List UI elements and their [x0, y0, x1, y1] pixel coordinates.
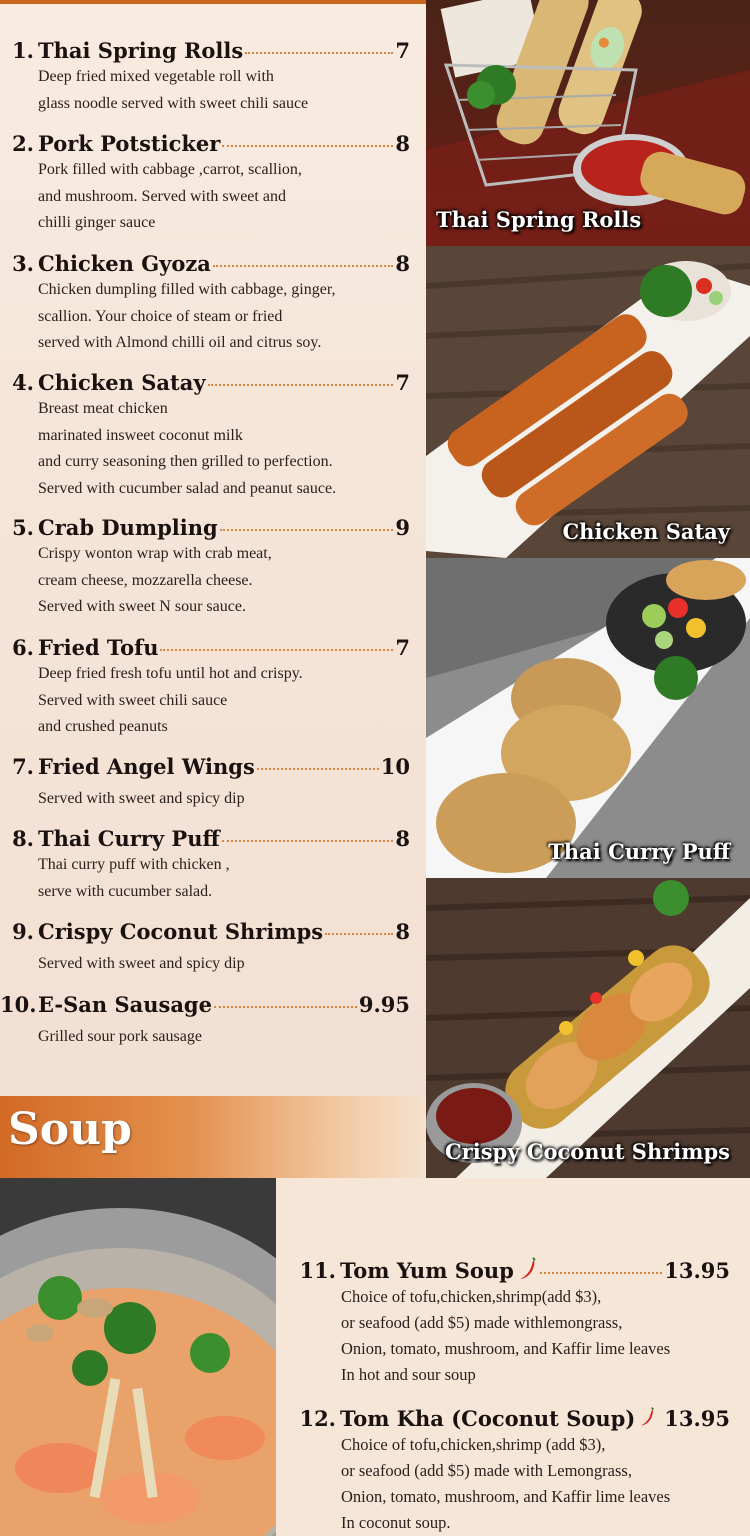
photo-thai-spring-rolls: [426, 0, 750, 246]
desc-line: or seafood (add $5) made withlemongrass,: [341, 1313, 623, 1332]
desc-line: Choice of tofu,chicken,shrimp(add $3),: [341, 1287, 602, 1306]
item-description: [0, 277, 420, 357]
dot-leader: [325, 933, 393, 935]
menu-item-thai-spring-rolls: [0, 38, 420, 117]
photo-thai-curry-puff: [426, 558, 750, 878]
item-price: 13.95: [664, 1258, 730, 1283]
item-number: 11.: [299, 1258, 336, 1283]
item-description: [0, 786, 420, 813]
item-number: 4.: [12, 370, 34, 395]
item-name: Crispy Coconut Shrimps: [38, 919, 324, 944]
item-name: Fried Tofu: [38, 635, 159, 660]
item-name: Crab Dumpling: [38, 515, 218, 540]
item-description: [0, 661, 420, 741]
item-number: 6.: [12, 635, 34, 660]
item-price: 7: [395, 635, 410, 660]
desc-line: served with Almond chilli oil and citrus soy.: [38, 334, 322, 351]
menu-item-tom-kha-soup: [290, 1402, 740, 1536]
dot-leader: [213, 265, 393, 267]
desc-line: Onion, tomato, mushroom, and Kaffir lime leaves: [341, 1487, 671, 1506]
dot-leader: [220, 529, 394, 531]
item-description: [0, 396, 420, 502]
menu-item-fried-angel-wings: [0, 754, 420, 813]
menu-item-crab-dumpling: [0, 515, 420, 621]
item-description: [290, 1284, 740, 1388]
item-number: 7.: [12, 754, 34, 779]
item-name: Tom Yum Soup: [340, 1258, 514, 1283]
desc-line: Thai curry puff with chicken ,: [38, 856, 230, 873]
item-description: [0, 541, 420, 621]
chili-pepper-icon: [518, 1257, 538, 1281]
desc-line: cream cheese, mozzarella cheese.: [38, 571, 253, 589]
desc-line: Choice of tofu,chicken,shrimp (add $3),: [341, 1435, 606, 1454]
desc-line: chilli ginger sauce: [38, 214, 156, 231]
photo-caption: Thai Curry Puff: [548, 839, 730, 864]
item-number: 12.: [299, 1406, 336, 1431]
photo-soup: [0, 1178, 276, 1536]
item-number: 1.: [12, 38, 34, 63]
item-number: 9.: [12, 919, 34, 944]
menu-item-chicken-satay: [0, 370, 420, 502]
menu-item-chicken-gyoza: [0, 251, 420, 357]
menu-item-thai-curry-puff: [0, 826, 420, 905]
item-name: Chicken Gyoza: [38, 251, 211, 276]
item-price: 9: [395, 515, 410, 540]
desc-line: Breast meat chicken: [38, 400, 168, 417]
item-price: 13.95: [664, 1406, 730, 1431]
item-description: [0, 157, 420, 237]
item-price: 10: [380, 754, 410, 779]
desc-line: or seafood (add $5) made with Lemongrass,: [341, 1461, 632, 1480]
desc-line: In hot and sour soup: [341, 1365, 476, 1384]
dot-leader: [257, 768, 379, 770]
desc-line: Deep fried mixed vegetable roll with: [38, 68, 274, 85]
item-price: 8: [395, 826, 410, 851]
desc-line: Onion, tomato, mushroom, and Kaffir lime leaves: [341, 1339, 671, 1358]
desc-line: Deep fried fresh tofu until hot and crispy.: [38, 665, 303, 682]
item-price: 7: [395, 38, 410, 63]
item-price: 7: [395, 370, 410, 395]
item-description: [290, 1432, 740, 1536]
dot-leader: [245, 52, 393, 54]
item-description: [0, 852, 420, 905]
menu-item-fried-tofu: [0, 635, 420, 741]
chili-pepper-icon: [639, 1405, 656, 1429]
item-description: [0, 1024, 420, 1051]
item-number: 10.: [0, 992, 37, 1017]
desc-line: Chicken dumpling filled with cabbage, ginger,: [38, 281, 336, 298]
item-number: 8.: [12, 826, 34, 851]
item-price: 8: [395, 131, 410, 156]
desc-line: and mushroom. Served with sweet and: [38, 187, 286, 205]
photo-caption: Thai Spring Rolls: [436, 207, 642, 232]
item-name: Pork Potsticker: [38, 131, 221, 156]
desc-line: Served with cucumber salad and peanut sauce.: [38, 479, 337, 497]
desc-line: Served with sweet N sour sauce.: [38, 598, 246, 615]
desc-line: Served with sweet and spicy dip: [38, 955, 245, 972]
desc-line: serve with cucumber salad.: [38, 882, 213, 900]
desc-line: and crushed peanuts: [38, 718, 168, 735]
photo-caption: Chicken Satay: [562, 519, 730, 544]
dot-leader: [214, 1006, 357, 1008]
item-name: Tom Kha (Coconut Soup): [340, 1406, 636, 1431]
desc-line: Served with sweet and spicy dip: [38, 790, 245, 807]
item-number: 5.: [12, 515, 34, 540]
desc-line: Crispy wonton wrap with crab meat,: [38, 545, 272, 562]
item-number: 3.: [12, 251, 34, 276]
photo-chicken-satay: [426, 246, 750, 558]
dot-leader: [222, 840, 394, 842]
dot-leader: [208, 384, 394, 386]
item-name: E-San Sausage: [38, 992, 212, 1017]
desc-line: marinated insweet coconut milk: [38, 426, 243, 444]
desc-line: glass noodle served with sweet chili sauce: [38, 94, 309, 112]
coconut-shrimps-illustration: [426, 878, 750, 1178]
tom-yum-illustration: [0, 1178, 276, 1536]
item-name: Chicken Satay: [38, 370, 206, 395]
desc-line: Served with sweet chili sauce: [38, 691, 228, 709]
dot-leader: [222, 145, 393, 147]
item-number: 2.: [12, 131, 34, 156]
desc-line: scallion. Your choice of steam or fried: [38, 307, 283, 325]
menu-item-tom-yum-soup: [290, 1254, 740, 1388]
item-name: Thai Spring Rolls: [38, 38, 244, 63]
item-price: 8: [395, 251, 410, 276]
photo-crispy-coconut-shrimps: [426, 878, 750, 1178]
menu-item-pork-potsticker: [0, 131, 420, 237]
desc-line: and curry seasoning then grilled to perfection.: [38, 453, 333, 470]
menu-item-e-san-sausage: [0, 992, 420, 1051]
item-price: 8: [395, 919, 410, 944]
photo-caption: Crispy Coconut Shrimps: [444, 1139, 730, 1164]
item-description: [0, 64, 420, 117]
dot-leader: [540, 1272, 662, 1274]
desc-line: Pork filled with cabbage ,carrot, scallion,: [38, 161, 302, 178]
desc-line: Grilled sour pork sausage: [38, 1028, 202, 1045]
item-name: Fried Angel Wings: [38, 754, 255, 779]
item-price: 9.95: [358, 992, 410, 1017]
curry-puff-illustration: [426, 558, 750, 878]
dot-leader: [160, 649, 393, 651]
soup-section-header: [0, 1096, 426, 1178]
chicken-satay-illustration: [426, 246, 750, 558]
menu-item-crispy-coconut-shrimps: [0, 919, 420, 978]
desc-line: In coconut soup.: [341, 1513, 451, 1532]
item-name: Thai Curry Puff: [38, 826, 220, 851]
item-description: [0, 951, 420, 978]
section-title: Soup: [8, 1104, 132, 1155]
